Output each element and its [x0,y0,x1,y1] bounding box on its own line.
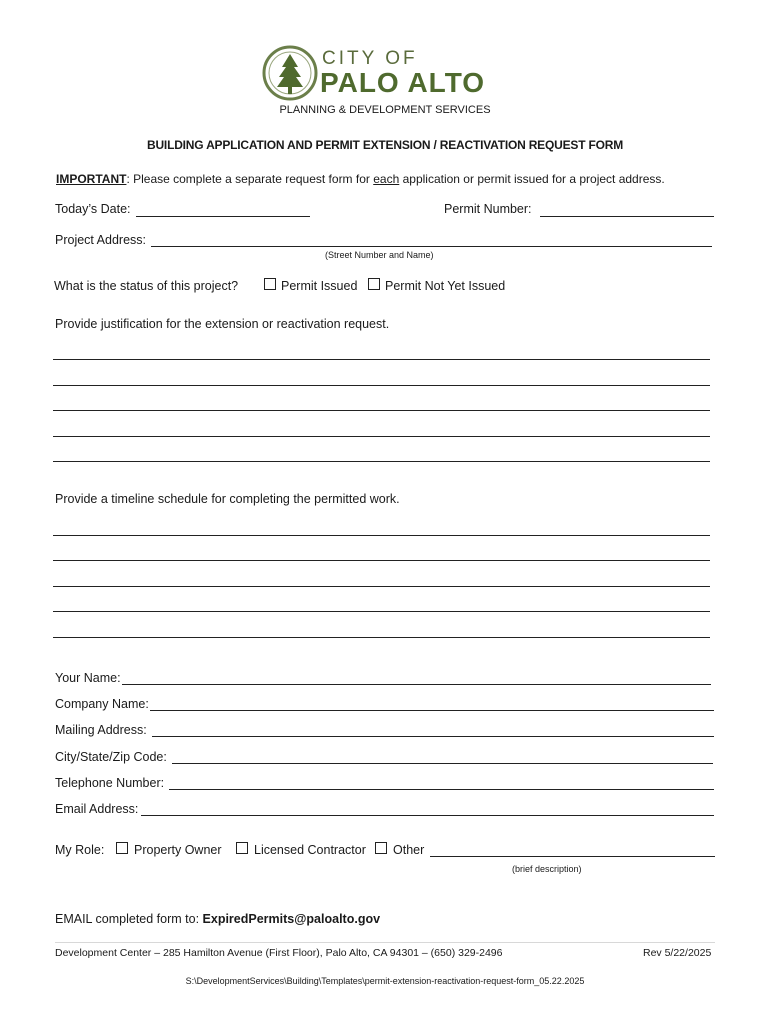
permit-issued-checkbox[interactable] [264,278,276,290]
footer-divider [55,942,715,943]
submission-email[interactable]: ExpiredPermits@paloalto.gov [202,912,381,926]
timeline-line-5[interactable] [53,637,710,638]
notice-text-before: : Please complete a separate request form for [126,172,374,186]
justification-line-3[interactable] [53,410,710,411]
permit-not-issued-label: Permit Not Yet Issued [385,279,506,293]
city-state-zip-label: City/State/Zip Code: [55,750,167,764]
permit-not-issued-checkbox[interactable] [368,278,380,290]
licensed-contractor-checkbox[interactable] [236,842,248,854]
mailing-address-label: Mailing Address: [55,723,147,737]
other-checkbox[interactable] [375,842,387,854]
email-label: Email Address: [55,802,139,816]
form-title: BUILDING APPLICATION AND PERMIT EXTENSION / REACTIVATION REQUEST FORM [147,138,623,152]
logo-city-text: CITY OF [322,48,418,69]
timeline-line-2[interactable] [53,560,710,561]
timeline-line-1[interactable] [53,535,710,536]
justification-line-4[interactable] [53,436,710,437]
email-instructions-label: EMAIL completed form to: [55,912,200,926]
logo-name-text: PALO ALTO [320,67,486,98]
other-description-field[interactable] [430,856,715,857]
timeline-prompt: Provide a timeline schedule for completing the permitted work. [55,492,400,506]
telephone-label: Telephone Number: [55,776,165,790]
permit-number-label: Permit Number: [444,202,532,216]
footer-revision: Rev 5/22/2025 [643,947,712,959]
role-label: My Role: [55,843,105,857]
other-hint: (brief description) [512,864,582,874]
other-label: Other [393,843,425,857]
project-address-label: Project Address: [55,233,147,247]
tree-seal-icon [262,45,318,101]
permit-number-field[interactable] [540,216,714,217]
important-notice [56,172,665,186]
property-owner-checkbox[interactable] [116,842,128,854]
todays-date-label: Today’s Date: [55,202,131,216]
footer-address: Development Center – 285 Hamilton Avenue (First Floor), Palo Alto, CA 94301 – (650) 329-2496 [55,947,503,959]
justification-line-1[interactable] [53,359,710,360]
justification-prompt: Provide justification for the extension or reactivation request. [55,317,390,331]
todays-date-field[interactable] [136,216,310,217]
file-path: S:\DevelopmentServices\Building\Templates\permit-extension-reactivation-request-form_05.22.2025 [185,976,585,986]
mailing-address-field[interactable] [152,736,714,737]
telephone-field[interactable] [169,789,714,790]
justification-line-5[interactable] [53,461,710,462]
city-logo [262,45,318,101]
address-hint: (Street Number and Name) [325,250,434,260]
property-owner-label: Property Owner [134,843,222,857]
your-name-field[interactable] [122,684,711,685]
notice-emphasis: each [373,172,400,186]
department-name: PLANNING & DEVELOPMENT SERVICES [279,104,491,116]
email-field[interactable] [141,815,714,816]
notice-text-after: application or permit issued for a project address. [399,172,665,186]
project-address-field[interactable] [151,246,712,247]
timeline-line-4[interactable] [53,611,710,612]
company-name-label: Company Name: [55,697,149,711]
email-instructions [55,912,380,926]
licensed-contractor-label: Licensed Contractor [254,843,366,857]
city-state-zip-field[interactable] [172,763,713,764]
important-label: IMPORTANT [56,172,127,186]
permit-issued-label: Permit Issued [281,279,358,293]
justification-line-2[interactable] [53,385,710,386]
status-question: What is the status of this project? [54,279,239,293]
timeline-line-3[interactable] [53,586,710,587]
your-name-label: Your Name: [55,671,121,685]
company-name-field[interactable] [150,710,714,711]
